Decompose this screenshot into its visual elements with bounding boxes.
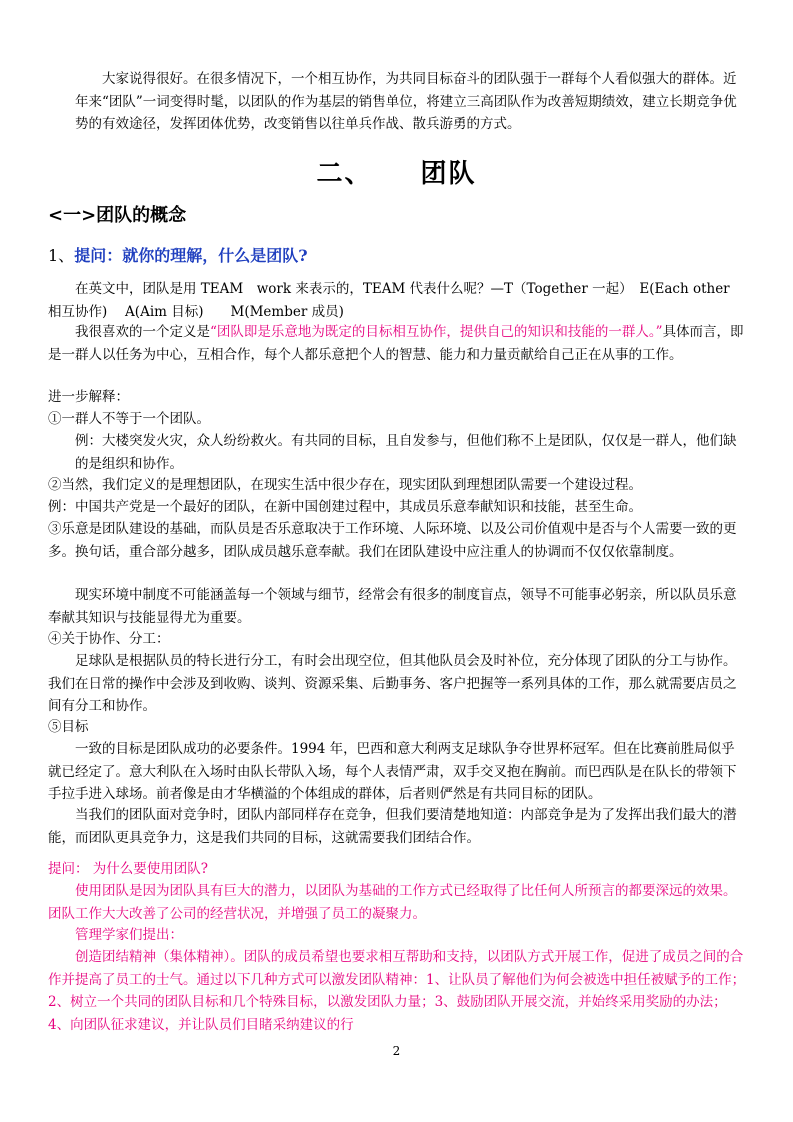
point-3: ③乐意是团队建设的基础，而队员是否乐意取决于工作环境、人际环境、以及公司价值观中是否与个人需要一致的更多。换句话，重合部分越多，团队成员越乐意奉献。我们在团队建设中应注重人的协调而不仅仅依靠制度。 xyxy=(48,521,737,560)
subsection-heading: <一>团队的概念 xyxy=(48,205,187,226)
page-number: 2 xyxy=(392,1044,401,1058)
management-label: 管理学家们提出： xyxy=(75,927,183,943)
question-1-heading xyxy=(48,243,308,269)
point-5-text: 一致的目标是团队成功的必要条件。1994 年，巴西和意大利两支足球队争夺世界杯冠军。但在比赛前胜局似乎就已经定了。意大利队在入场时由队长带队入场，每个人表情严肃，双手交叉抱在胸前。而巴西队是在队长的带领下手拉手进入球场。前者像是由才华横溢的个体组成的群体，后者则俨然是有共同目标的团队。 xyxy=(48,741,737,803)
point-2-example: 例：中国共产党是一个最好的团队，在新中国创建过程中，其成员乐意奉献知识和技能，甚至生命。 xyxy=(48,499,642,515)
definition-suffix: 具体而言，即是一群人以任务为中心，互相合作，每个人都乐意把个人的智慧、能力和力量贡献给自己正在从事的工作。 xyxy=(48,324,744,363)
section-number: 二、 xyxy=(316,159,373,189)
point-4: ④关于协作、分工： xyxy=(48,631,170,647)
further-explanation-label: 进一步解释： xyxy=(48,389,129,405)
point-1-example-text: 例：大楼突发火灾，众人纷纷救火。有共同的目标，且自发参与，但他们称不上是团队，仅仅是一群人，他们缺的是组织和协作。 xyxy=(75,433,737,472)
point-5-text-2: 当我们的团队面对竞争时，团队内部同样存在竞争，但我们要清楚地知道：内部竞争是为了发挥出我们最大的潜能，而团队更具竞争力，这是我们共同的目标，这就需要我们团结合作。 xyxy=(48,807,737,846)
point-1-example xyxy=(75,430,747,475)
point-4-text: 足球队是根据队员的特长进行分工，有时会出现空位，但其他队员会及时补位，充分体现了团队的分工与协作。我们在日常的操作中会涉及到收购、谈判、资源采集、后勤事务、客户把握等一系列具体的工作，那么就需要店员之间有分工和协作。 xyxy=(48,653,737,715)
question-2-answer: 使用团队是因为团队具有巨大的潜力，以团队为基础的工作方式已经取得了比任何人所预言的都要深远的效果。团队工作大大改善了公司的经营状况，并增强了员工的凝聚力。 xyxy=(48,883,737,922)
point-2: ②当然，我们定义的是理想团队，在现实生活中很少存在，现实团队到理想团队需要一个建设过程。 xyxy=(48,477,642,493)
intro-paragraph: 大家说得很好。在很多情况下，一个相互协作，为共同目标奋斗的团队强于一群每个人看似强大的群体。近年来“团队”一词变得时髦，以团队的作为基层的销售单位，将建立三高团队作为改善短期绩效，建立长期竞争优势的有效途径，发挥团体优势，改变销售以往单兵作战、散兵游勇的方式。 xyxy=(75,71,737,133)
section-heading xyxy=(0,156,793,192)
point-1: ①一群人不等于一个团队。 xyxy=(48,411,210,427)
question-1-text: 提问：就你的理解，什么是团队? xyxy=(74,246,308,265)
team-spirit-paragraph: 创造团结精神（集体精神）。团队的成员希望也要求相互帮助和支持，以团队方式开展工作，促进了成员之间的合作并提高了员工的士气。通过以下几种方式可以激发团队精神：1、让队员了解他们为何会被选中担任被赋予的工作；2、树立一个共同的团队目标和几个特殊目标，以激发团队力量；3、鼓励团队开展交流，并始终采用奖励的办法；4、向团队征求建议，并让队员们目睹采纳建议的行 xyxy=(48,949,746,1033)
section-title: 团队 xyxy=(420,159,477,189)
point-5: ⑤目标 xyxy=(48,719,89,735)
point-3-extra: 现实环境中制度不可能涵盖每一个领域与细节，经常会有很多的制度盲点，领导不可能事必躬亲，所以队员乐意奉献其知识与技能显得尤为重要。 xyxy=(48,587,737,626)
definition-prefix: 我很喜欢的一个定义是 xyxy=(75,324,210,340)
question-2: 提问： 为什么要使用团队? xyxy=(48,861,209,877)
team-meaning-paragraph: 在英文中，团队是用 TEAM work 来表示的，TEAM 代表什么呢？—T（Together 一起） E(Each other 相互协作) A(Aim 目标) M(Member 成员) xyxy=(48,281,730,320)
definition-highlight: “团队即是乐意地为既定的目标相互协作，提供自己的知识和技能的一群人。” xyxy=(210,324,663,340)
question-1-number: 1、 xyxy=(48,246,75,265)
definition-paragraph xyxy=(48,321,746,366)
